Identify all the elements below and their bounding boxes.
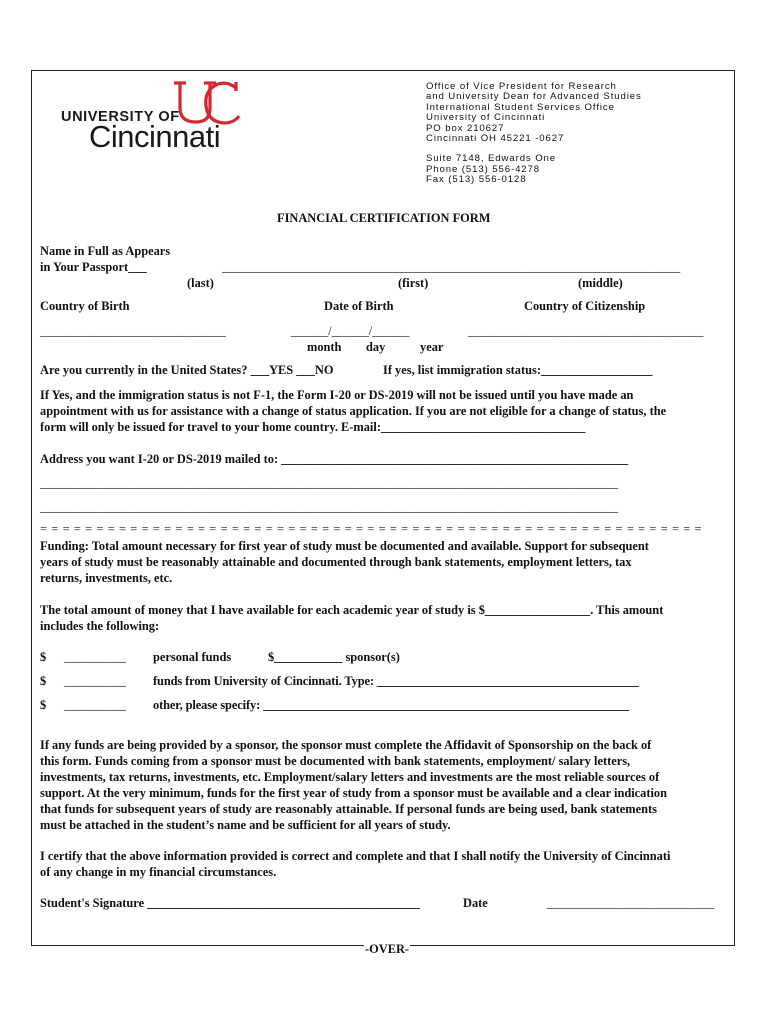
uc-funds-field[interactable]: __________ [64,674,126,688]
contact-line: Suite 7148, Edwards One [426,153,557,165]
sponsor-paragraph-line: must be attached in the student’s name and be sufficient for all years of study. [40,818,451,833]
year-label: year [420,340,444,354]
address-line-3[interactable]: __________________________________________________________________________________________________ [40,500,618,514]
funding-paragraph [40,538,734,586]
certify-paragraph [40,848,734,880]
day-label: day [366,340,386,354]
signature-date-label: Date [463,896,488,910]
date-of-birth-field[interactable]: ______/______/______ [291,324,410,338]
office-line: University of Cincinnati [426,112,546,124]
address-field[interactable]: Address you want I-20 or DS-2019 mailed to: ________________________________________________________ [40,452,629,466]
logo-university-of: UNIVERSITY OF [61,109,180,125]
funding-paragraph-line: years of study must be reasonably attainable and documented through bank statements, employment letters, tax [40,555,632,570]
office-line: Office of Vice President for Research [426,81,617,92]
office-line: International Student Services Office [426,101,615,113]
in-us-question[interactable]: Are you currently in the United States? ___YES ___NO [40,363,334,377]
contact-line: Fax (513) 556-0128 [426,174,527,186]
office-line: PO box 210627 [426,122,505,134]
uc-funds-label[interactable]: funds from University of Cincinnati. Type: ___________________________________________ [153,674,640,688]
other-funds-field[interactable]: __________ [64,698,126,712]
funding-paragraph-line: Funding: Total amount necessary for first year of study must be documented and available. Support for subsequent [40,539,649,553]
middle-name-label: (middle) [578,276,623,290]
funds-row-dollar: $ [40,674,47,688]
funds-row-dollar: $ [40,650,47,664]
university-logo [58,78,268,156]
status-paragraph-line: If Yes, and the immigration status is not F-1, the Form I-20 or DS-2019 will not be issued until you have made an [40,388,634,402]
immigration-status-field[interactable]: If yes, list immigration status:__________________ [383,363,653,377]
country-of-birth-field[interactable]: ______________________________ [40,324,226,338]
over-label: -OVER- [365,942,410,956]
contact-line: Phone (513) 556-4278 [426,163,541,175]
sponsor-paragraph [40,737,734,834]
address-line-2[interactable]: __________________________________________________________________________________________________ [40,476,618,490]
sponsor-paragraph-line: this form. Funds coming from a sponsor must be documented with bank statements, employment/ salary letters, [40,754,631,769]
sponsor-paragraph-line: If any funds are being provided by a sponsor, the sponsor must complete the Affidavit of Sponsorship on the back of [40,738,652,752]
total-amount-line: includes the following: [40,619,160,634]
name-label-2[interactable]: in Your Passport___ [40,260,147,274]
month-label: month [307,340,342,354]
certify-paragraph-line: of any change in my financial circumstances. [40,865,277,880]
office-line: Cincinnati OH 45221 -0627 [426,133,565,145]
form-title: FINANCIAL CERTIFICATION FORM [277,211,491,225]
office-address-block [426,82,642,186]
status-paragraph-line[interactable]: form will only be issued for travel to your home country. E-mail:_________________________________ [40,420,586,435]
name-label-1: Name in Full as Appears [40,244,171,258]
date-of-birth-label: Date of Birth [324,299,394,313]
other-funds-label[interactable]: other, please specify: ____________________________________________________________ [153,698,629,712]
last-name-label: (last) [187,276,214,290]
sponsor-funds-field[interactable]: $___________ sponsor(s) [268,650,400,664]
funds-row-dollar: $ [40,698,47,712]
total-amount-paragraph [40,602,734,634]
country-of-citizenship-label: Country of Citizenship [524,299,646,313]
personal-funds-label: personal funds [153,650,232,664]
signature-date-field[interactable]: ___________________________ [547,896,715,910]
funding-paragraph-line: returns, investments, etc. [40,571,173,586]
country-of-birth-label: Country of Birth [40,299,130,313]
country-of-citizenship-field[interactable]: ______________________________________ [468,324,704,338]
name-line[interactable]: _______________________________________________________________________________ [222,260,680,274]
separator-line: = = = = = = = = = = = = = = = = = = = = = = = = = = = = = = = = = = = = = = = = = = = = = = = = = = = = = = = = = = = [40,522,703,536]
certify-paragraph-line: I certify that the above information provided is correct and complete and that I shall notify the University of Cincinnati [40,849,671,863]
status-paragraph [40,387,734,435]
sponsor-paragraph-line: investments, tax returns, investments, etc. Employment/salary letters and investments are the most reliable sources of [40,770,660,785]
office-line: and University Dean for Advanced Studies [426,91,642,103]
first-name-label: (first) [398,276,429,290]
status-paragraph-line: appointment with us for assistance with a change of status application. If you are not eligible for a change of status, the [40,404,667,419]
total-amount-line[interactable]: The total amount of money that I have available for each academic year of study is $_________________. This amount [40,603,664,617]
personal-funds-field[interactable]: __________ [64,650,126,664]
sponsor-paragraph-line: support. At the very minimum, funds for the first year of study from a sponsor must be available and a clear indication [40,786,668,801]
student-signature-field[interactable]: Student's Signature ____________________________________________ [40,896,420,910]
logo-cincinnati: Cincinnati [89,119,221,154]
sponsor-paragraph-line: that funds for subsequent years of study are reasonably attainable. If personal funds are being used, bank statements [40,802,657,817]
